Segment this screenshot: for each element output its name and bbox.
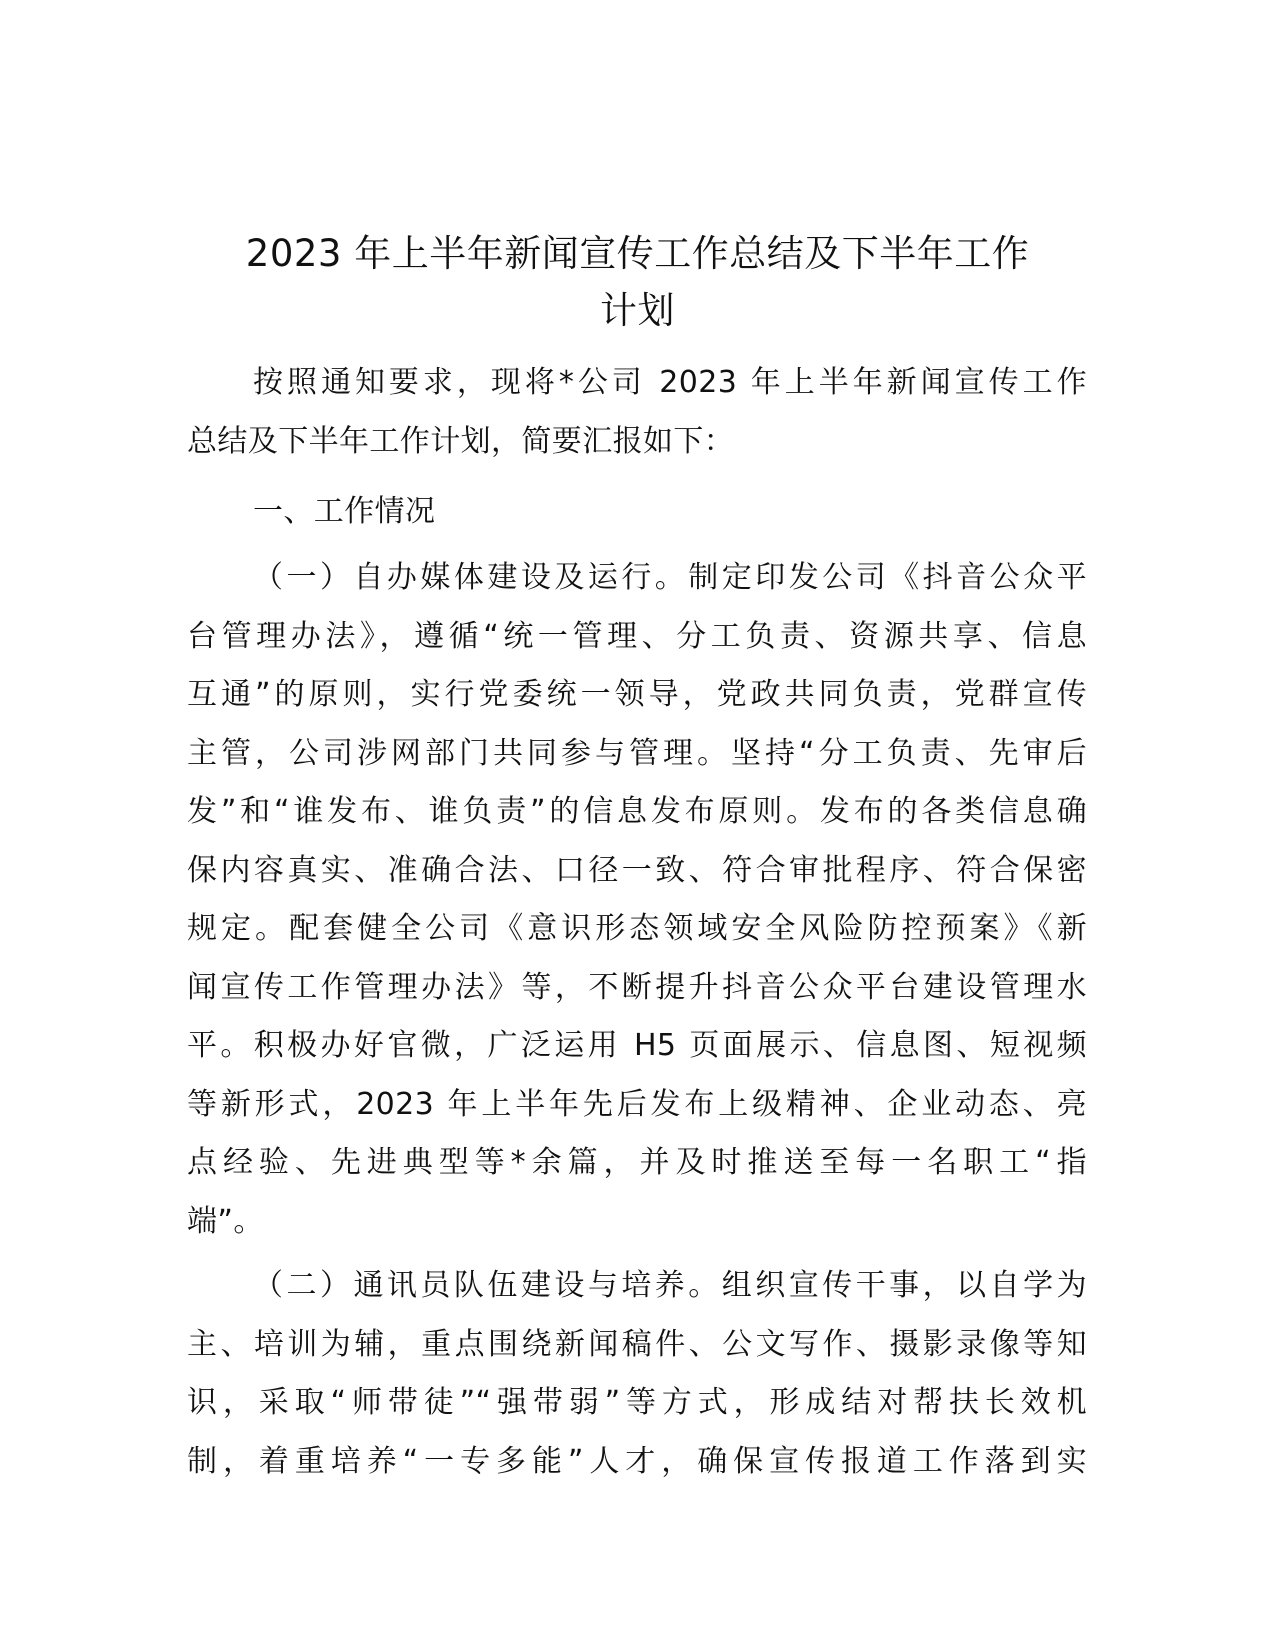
- paragraph-line: （二）通讯员队伍建设与培养。组织宣传干事，以自学为: [253, 1268, 1087, 1303]
- paragraph-line: 识，采取“师带徒”“强带弱”等方式，形成结对帮扶长效机: [187, 1385, 1087, 1420]
- paragraph-line: 保内容真实、准确合法、口径一致、符合审批程序、符合保密: [187, 852, 1087, 888]
- paragraph-line: 发”和“谁发布、谁负责”的信息发布原则。发布的各类信息确: [187, 794, 1087, 829]
- paragraph-line: （一）自办媒体建设及运行。制定印发公司《抖音公众平: [253, 560, 1087, 595]
- intro-line: 按照通知要求，现将*公司 2023 年上半年新闻宣传工作: [253, 365, 1087, 400]
- document-title-line-2: 计划: [600, 289, 675, 332]
- paragraph-line: 台管理办法》，遵循“统一管理、分工负责、资源共享、信息: [187, 618, 1087, 654]
- paragraph-line: 点经验、先进典型等*余篇，并及时推送至每一名职工“指: [187, 1145, 1087, 1180]
- paragraph-media-construction: [187, 549, 1087, 1251]
- paragraph-line: 规定。配套健全公司《意识形态领域安全风险防控预案》《新: [187, 911, 1087, 946]
- paragraph-correspondent-team: [187, 1257, 1087, 1491]
- paragraph-line: 端”。: [187, 1203, 264, 1239]
- intro-paragraph: [187, 354, 1087, 471]
- paragraph-line: 等新形式，2023 年上半年先后发布上级精神、企业动态、亮: [187, 1086, 1087, 1122]
- paragraph-line: 制，着重培养“一专多能”人才，确保宣传报道工作落到实: [187, 1443, 1087, 1479]
- section-heading: [187, 483, 1087, 542]
- paragraph-line: 平。积极办好官微，广泛运用 H5 页面展示、信息图、短视频: [187, 1028, 1087, 1063]
- document-title-line-1: 2023 年上半年新闻宣传工作总结及下半年工作: [245, 232, 1030, 275]
- paragraph-line: 主、培训为辅，重点围绕新闻稿件、公文写作、摄影录像等知: [187, 1326, 1087, 1362]
- intro-line: 总结及下半年工作计划，简要汇报如下：: [187, 423, 735, 459]
- paragraph-line: 主管，公司涉网部门共同参与管理。坚持“分工负责、先审后: [187, 735, 1087, 771]
- paragraph-line: 互通”的原则，实行党委统一领导，党政共同负责，党群宣传: [187, 677, 1087, 712]
- section-heading-text: 一、工作情况: [253, 494, 436, 529]
- paragraph-line: 闻宣传工作管理办法》等，不断提升抖音公众平台建设管理水: [187, 969, 1087, 1005]
